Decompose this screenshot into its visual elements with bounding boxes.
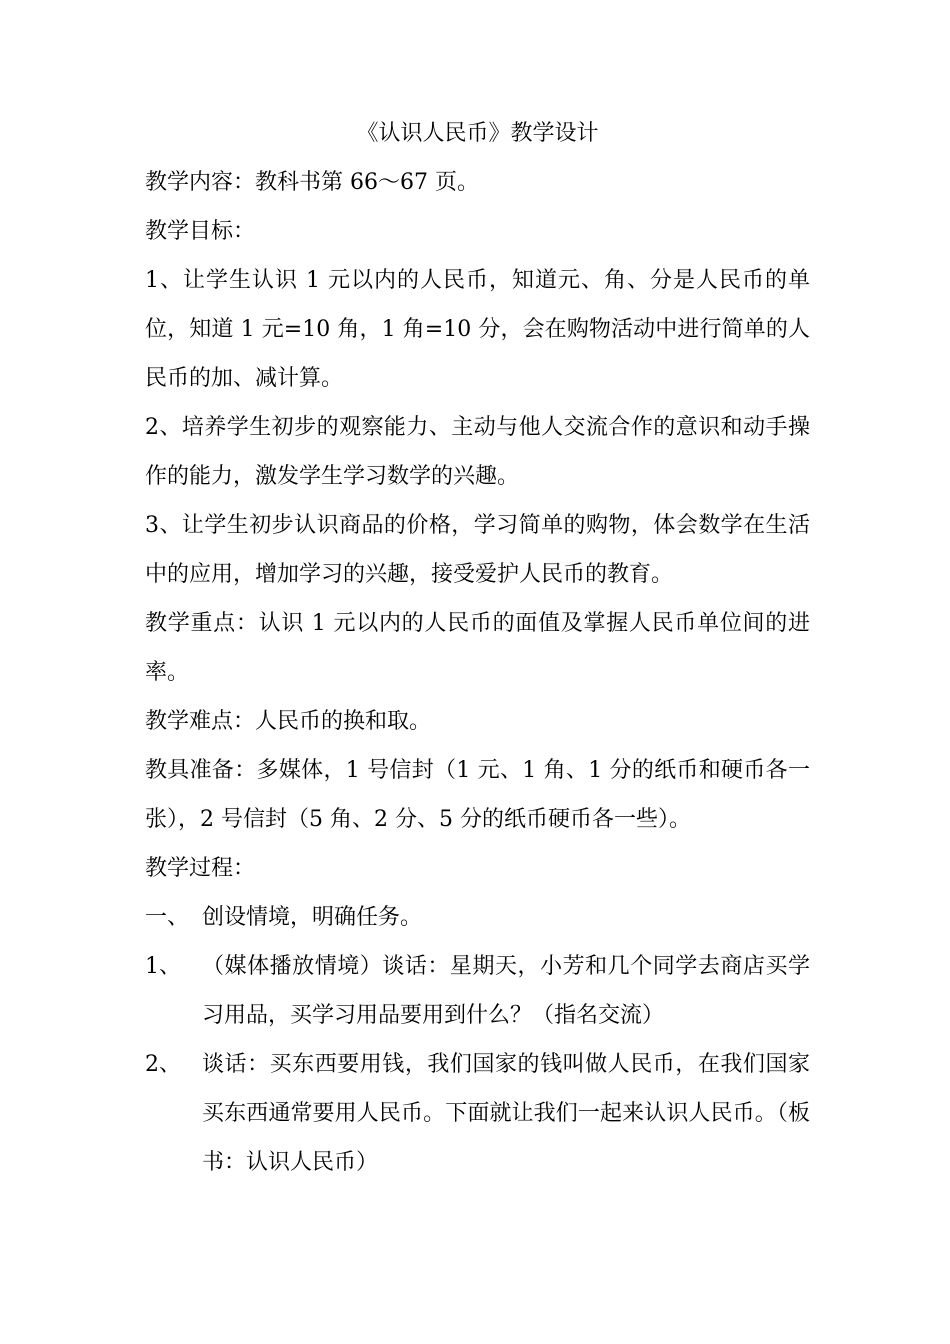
- section-1-number: 一、: [145, 905, 190, 930]
- objective-2: 2、培养学生初步的观察能力、主动与他人交流合作的意识和动手操作的能力，激发学生学习数学的兴趣。: [145, 415, 810, 489]
- step-1-number: 1、: [145, 954, 181, 979]
- step-1: [145, 942, 810, 1040]
- step-1-text: （媒体播放情境）谈话：星期天，小芳和几个同学去商店买学习用品，买学习用品要用到什么？（指名交流）: [202, 954, 810, 1028]
- objectives-heading: 教学目标：: [145, 219, 256, 244]
- process-heading: 教学过程：: [145, 856, 256, 881]
- materials: 教具准备：多媒体，1 号信封（1 元、1 角、1 分的纸币和硬币各一张），2 号信封（5 角、2 分、5 分的纸币硬币各一些）。: [145, 758, 810, 832]
- step-2-number: 2、: [145, 1052, 181, 1077]
- step-2: [145, 1040, 810, 1187]
- teaching-content: 教学内容：教科书第 66～67 页。: [145, 170, 479, 195]
- document-page: [145, 110, 810, 1187]
- document-title: 《认识人民币》教学设计: [356, 121, 599, 146]
- section-1: [145, 893, 810, 942]
- objective-3: 3、让学生初步认识商品的价格，学习简单的购物，体会数学在生活中的应用，增加学习的兴趣，接受爱护人民币的教育。: [145, 513, 810, 587]
- section-1-text: 创设情境，明确任务。: [202, 905, 423, 930]
- objective-1: 1、让学生认识 1 元以内的人民币，知道元、角、分是人民币的单位，知道 1 元=10 角，1 角=10 分，会在购物活动中进行简单的人民币的加、减计算。: [145, 268, 810, 391]
- difficulty: 教学难点：人民币的换和取。: [145, 709, 432, 734]
- key-point: 教学重点：认识 1 元以内的人民币的面值及掌握人民币单位间的进率。: [145, 611, 810, 685]
- step-2-text: 谈话：买东西要用钱，我们国家的钱叫做人民币，在我们国家买东西通常要用人民币。下面就让我们一起来认识人民币。（板书：认识人民币）: [202, 1052, 810, 1175]
